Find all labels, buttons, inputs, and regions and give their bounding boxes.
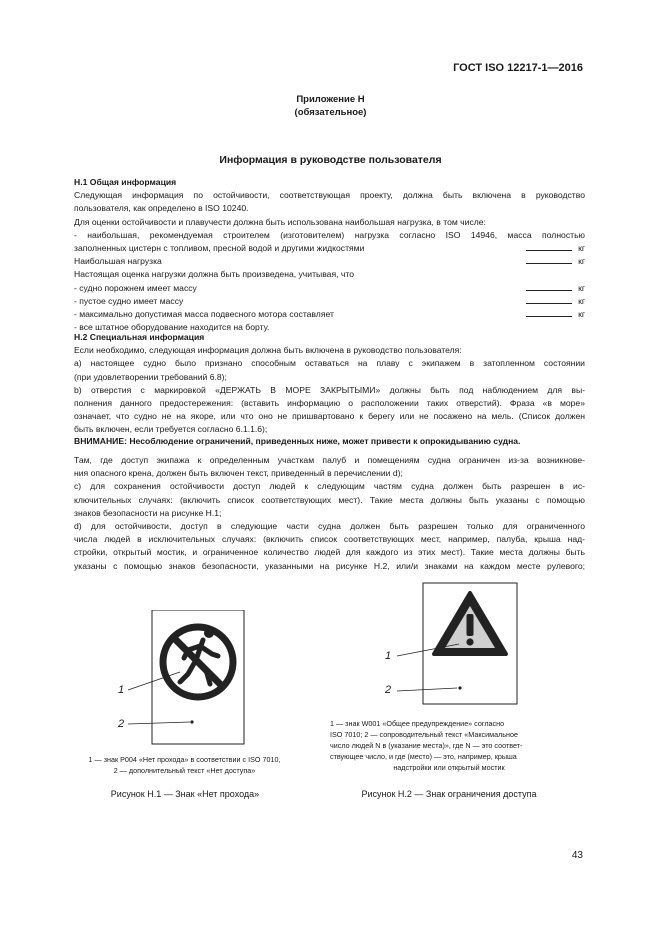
load-row-label: Наибольшая нагрузка — [74, 256, 162, 267]
paragraph-line: Настоящая оценка нагрузки должна быть произведена, учитывая, что — [74, 269, 354, 280]
paragraph-line: Там, где доступ экипажа к определенным участкам палуб и помещениям судна ограничен из-за возникнове- — [74, 455, 585, 465]
paragraph-line: - наибольшая, рекомендуемая строителем (изготовителем) нагрузка согласно ISO 14946, масса полностью — [74, 229, 585, 240]
paragraph-line: указаны с помощью знаков безопасности, указанными на рисунке Н.2, или/и знаками на каждом месте рулевого; — [74, 560, 585, 571]
figure-2 — [375, 578, 535, 708]
paragraph-line: Если необходимо, следующая информация должна быть включена в руководство пользователя: — [74, 345, 462, 356]
mass-row-label: - судно порожнем имеет массу — [74, 282, 197, 293]
fill-line[interactable] — [526, 295, 572, 304]
unit-label: кг — [578, 308, 585, 319]
caption-line: надстройки или открытый мостик — [393, 763, 505, 772]
appendix-heading — [0, 93, 661, 119]
warning-text — [74, 435, 585, 448]
unit-label: кг — [578, 256, 585, 267]
caption-line: 1 — знак Р004 «Нет прохода» в соответствии с ISO 7010, — [88, 755, 281, 764]
fill-line[interactable] — [526, 242, 572, 251]
mass-row — [74, 308, 585, 321]
mass-row-unit — [526, 295, 585, 308]
paragraph-line: ключительных случаях: (включить список соответствующих мест). Такие места должны быть указаны с помощью — [74, 494, 585, 505]
figure-1-label-2: 2 — [118, 718, 125, 730]
paragraph-line: Следующая информация по остойчивости, соответствующая проекту, должна быть включена в руководство — [74, 190, 585, 201]
section-2 — [74, 331, 585, 437]
paragraph-line: - все штатное оборудование находится на борту. — [74, 322, 270, 333]
paragraph-line: пользователя, как определено в ISO 10240. — [74, 203, 249, 214]
standard-header: ГОСТ ISO 12217-1—2016 — [453, 62, 583, 74]
page-number: 43 — [571, 850, 583, 861]
paragraph-line: числа людей в исключительных случаях: (включить список соответствующих мест, например, палуба, крыша над- — [74, 534, 585, 545]
figure-2-drawing — [375, 578, 535, 708]
figure-1-label-1: 1 — [118, 684, 125, 696]
figure-1-title: Рисунок Н.1 — Знак «Нет прохода» — [110, 789, 260, 799]
caption-line: 2 — дополнительный текст «Нет доступа» — [113, 766, 256, 775]
paragraph-line: быть включен, если требуется согласно 6.1.1.6); — [74, 424, 268, 435]
caption-line: ISO 7010; 2 — сопроводительный текст «Максимальное — [330, 730, 518, 739]
load-row — [74, 242, 585, 255]
figure-1-caption — [52, 754, 317, 776]
mass-row — [74, 295, 585, 308]
paragraph-line: (при удовлетворении требований 6.8); — [74, 371, 227, 382]
section-2-heading: Н.2 Специальная информация — [74, 332, 205, 342]
figure-2-label-2: 2 — [385, 684, 392, 696]
appendix-subtitle: (обязательное) — [294, 107, 367, 118]
figure-2-caption — [330, 718, 568, 773]
paragraph-line: b) отверстия с маркировкой «ДЕРЖАТЬ В МОРЕ ЗАКРЫТЫМИ» должны быть под наблюдением для вы- — [74, 384, 585, 395]
mass-row-label: - пустое судно имеет массу — [74, 295, 184, 306]
warning-line: ВНИМАНИЕ: Несоблюдение ограничений, приведенных ниже, может привести к опрокидыванию судна. — [74, 436, 521, 446]
no-entry-icon — [163, 627, 233, 697]
paragraph-line: Для оценки остойчивости и плавучести должна быть использована наибольшая нагрузка, в том числе: — [74, 216, 486, 227]
caption-line: ствующее число, и где (место) — это, например, крыша — [330, 752, 517, 761]
caption-line: 1 — знак W001 «Общее предупреждение» согласно — [330, 719, 505, 728]
mass-row-unit — [526, 308, 585, 321]
section-1-heading: Н.1 Общая информация — [74, 177, 177, 187]
main-title: Информация в руководстве пользователя — [219, 154, 442, 166]
load-row-unit — [526, 255, 585, 268]
mass-row — [74, 282, 585, 295]
paragraph-line: ния опасного крена, должен быть включен текст, приведенный в перечислении d); — [74, 468, 403, 479]
paragraph-line: d) для остойчивости, доступ в следующие части судна должен быть разрешен только для ограниченного — [74, 520, 585, 531]
section-2-continued — [74, 454, 585, 573]
unit-label: кг — [578, 295, 585, 306]
paragraph-line: знаков безопасности на рисунке Н.1; — [74, 507, 222, 518]
mass-row-unit — [526, 282, 585, 295]
fill-line[interactable] — [526, 255, 572, 264]
figure-2-title: Рисунок Н.2 — Знак ограничения доступа — [361, 789, 537, 799]
paragraph-line: с) для сохранения остойчивости доступ людей к следующим частям судна должен быть разрешен в ис- — [74, 481, 585, 492]
paragraph-line: полнения данного предостережения: (вставить информацию о расположении таких отверстий). Фраза «в море» — [74, 397, 585, 408]
paragraph-line: означает, что судно не на якоре, или что оно не пришвартовано к берегу или не посажено на мель. (Список должен — [74, 411, 585, 422]
unit-label: кг — [578, 282, 585, 293]
figure-2-label-1: 1 — [385, 650, 392, 662]
section-1 — [74, 176, 585, 334]
fill-line[interactable] — [526, 308, 572, 317]
caption-line: число людей N в (указание места)», где N — это соответ- — [330, 741, 523, 750]
paragraph-line: стройки, открытый мостик, и ограниченное количество людей для каждого из этих мест). Такие места должны быть — [74, 547, 585, 558]
appendix-title: Приложение Н — [296, 94, 365, 105]
paragraph-line: а) настоящее судно было признано способным оставаться на плаву с экипажем в затопленном состоянии — [74, 358, 585, 369]
load-row — [74, 255, 585, 268]
mass-row-label: - максимально допустимая масса подвесного мотора составляет — [74, 308, 334, 319]
unit-label: кг — [578, 242, 585, 253]
figure-1 — [100, 610, 260, 750]
load-row-label: заполненных цистерн с топливом, пресной водой и другими жидкостями — [74, 242, 365, 253]
load-row-unit — [526, 242, 585, 255]
fill-line[interactable] — [526, 282, 572, 291]
